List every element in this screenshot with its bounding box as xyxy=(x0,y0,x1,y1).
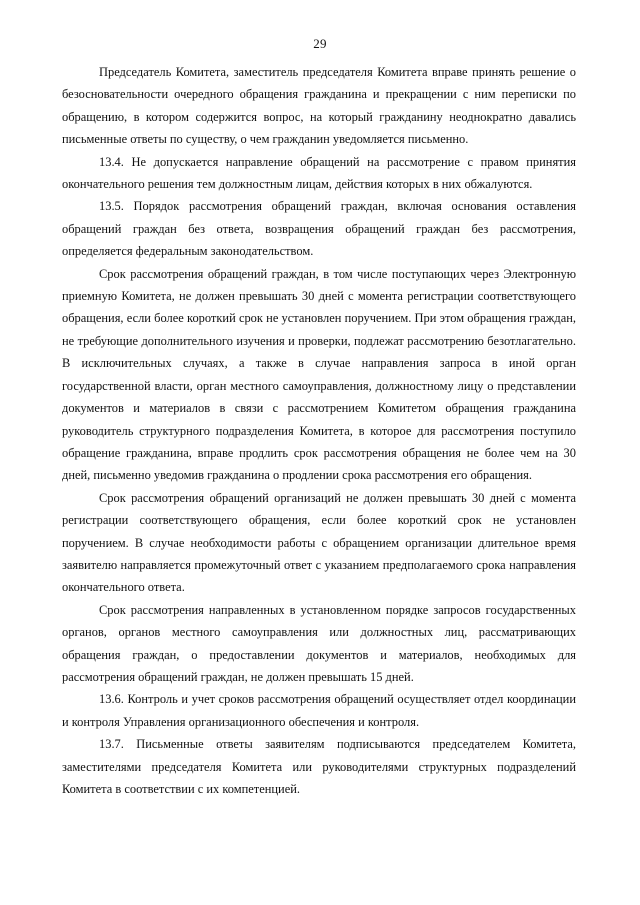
paragraph-citizen-deadline: Срок рассмотрения обращений граждан, в том числе поступающих через Электронную приемную Комитета, не должен превышать 30 дней с момента регистрации соответствующего обращения, если более короткий срок не установлен поручением. При этом обращения граждан, не требующие дополнительного изучения и проверки, подлежат рассмотрению безотлагательно. В исключительных случаях, а также в случае направления запроса в иной орган государственной власти, орган местного самоуправления, должностному лицу о представлении документов и материалов в связи с рассмотрением Комитетом обращения гражданина руководитель структурного подразделения Комитета, в которое для рассмотрения поступило обращение гражданина, вправе продлить срок рассмотрения обращения не более чем на 30 дней, письменно уведомив гражданина о продлении срока рассмотрения его обращения. xyxy=(62,266,576,483)
document-body xyxy=(62,61,576,800)
paragraph-decision-baselessness: Председатель Комитета, заместитель председателя Комитета вправе принять решение о безосновательности очередного обращения гражданина и прекращении с ним переписки по обращению, в котором содержится вопрос, на который гражданину неоднократно давались письменные ответы по существу, о чем гражданин уведомляется письменно. xyxy=(62,65,576,147)
paragraph-13-4: 13.4. Не допускается направление обращений на рассмотрение с правом принятия окончательного решения тем должностным лицам, действия которых в них обжалуются. xyxy=(62,154,576,192)
paragraph-13-7: 13.7. Письменные ответы заявителям подписываются председателем Комитета, заместителями председателя Комитета или руководителями структурных подразделений Комитета в соответствии с их компетенцией. xyxy=(62,737,576,796)
page-number: 29 xyxy=(313,36,327,51)
paragraph-agency-request-deadline: Срок рассмотрения направленных в установленном порядке запросов государственных органов, органов местного самоуправления или должностных лиц, рассматривающих обращения граждан, о предоставлении документов и материалов, необходимых для рассмотрения обращений граждан, не должен превышать 15 дней. xyxy=(62,602,576,684)
paragraph-organization-deadline: Срок рассмотрения обращений организаций не должен превышать 30 дней с момента регистрации соответствующего обращения, если более короткий срок не установлен поручением. В случае необходимости работы с обращением организации длительное время заявителю направляется промежуточный ответ с указанием предполагаемого срока направления окончательного ответа. xyxy=(62,490,576,595)
paragraph-13-5: 13.5. Порядок рассмотрения обращений граждан, включая основания оставления обращений граждан без ответа, возвращения обращений граждан без рассмотрения, определяется федеральным законодательством. xyxy=(62,199,576,259)
paragraph-13-6: 13.6. Контроль и учет сроков рассмотрения обращений осуществляет отдел координации и контроля Управления организационного обеспечения и контроля. xyxy=(62,692,576,729)
